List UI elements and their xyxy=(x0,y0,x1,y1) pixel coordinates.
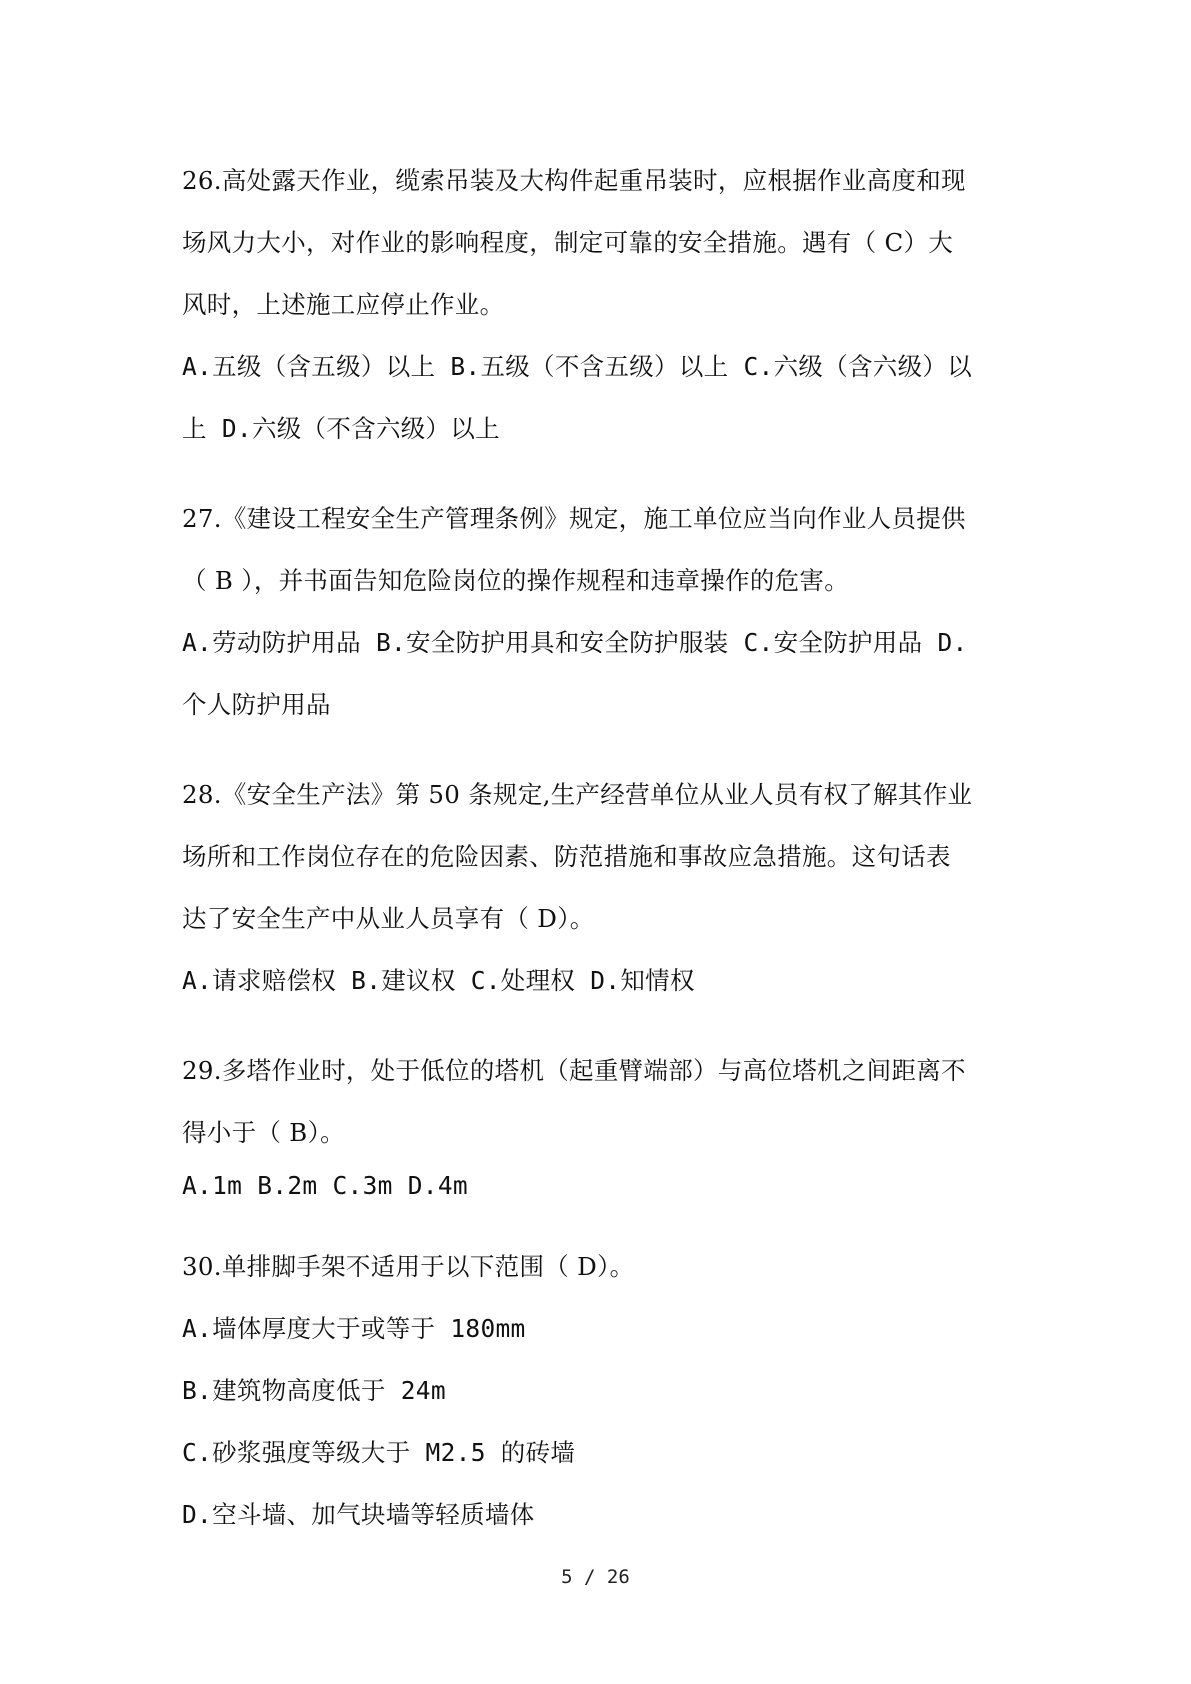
answer-options-line: 个人防护用品 xyxy=(182,690,331,719)
answer-option: D.空斗墙、加气块墙等轻质墙体 xyxy=(182,1500,535,1529)
question-26 xyxy=(182,150,1022,460)
page-number: 5 / 26 xyxy=(561,1566,630,1588)
question-28 xyxy=(182,764,1022,1012)
page-content xyxy=(182,150,1022,1546)
answer-option: C.砂浆强度等级大于 M2.5 的砖墙 xyxy=(182,1438,576,1467)
question-text-line: 29.多塔作业时，处于低位的塔机（起重臂端部）与高位塔机之间距离不 xyxy=(182,1056,966,1085)
answer-options-line: A.1m B.2m C.3m D.4m xyxy=(182,1171,468,1200)
question-text-line: 27.《建设工程安全生产管理条例》规定，施工单位应当向作业人员提供 xyxy=(182,504,966,533)
question-text-line: 达了安全生产中从业人员享有（ D）。 xyxy=(182,904,595,933)
question-text-line: 得小于（ B）。 xyxy=(182,1118,345,1147)
answer-option: B.建筑物高度低于 24m xyxy=(182,1376,446,1405)
answer-option: A.墙体厚度大于或等于 180mm xyxy=(182,1314,526,1343)
question-text-line: 场所和工作岗位存在的危险因素、防范措施和事故应急措施。这句话表 xyxy=(182,842,951,871)
question-text-line: 28.《安全生产法》第 50 条规定,生产经营单位从业人员有权了解其作业 xyxy=(182,780,973,809)
question-text-line: 场风力大小，对作业的影响程度，制定可靠的安全措施。遇有（ C）大 xyxy=(182,228,954,257)
question-text-line: 30.单排脚手架不适用于以下范围（ D）。 xyxy=(182,1252,635,1281)
answer-options-line: A.五级（含五级）以上 B.五级（不含五级）以上 C.六级（含六级）以 xyxy=(182,352,972,381)
question-text-line: （ B ），并书面告知危险岗位的操作规程和违章操作的危害。 xyxy=(182,566,850,595)
question-text-line: 风时，上述施工应停止作业。 xyxy=(182,290,505,319)
question-text-line: 26.高处露天作业，缆索吊装及大构件起重吊装时，应根据作业高度和现 xyxy=(182,166,966,195)
question-29 xyxy=(182,1040,1022,1208)
question-27 xyxy=(182,488,1022,736)
answer-options-line: A.请求赔偿权 B.建议权 C.处理权 D.知情权 xyxy=(182,966,695,995)
answer-options-line: 上 D.六级（不含六级）以上 xyxy=(182,414,500,443)
question-30 xyxy=(182,1236,1022,1546)
answer-options-line: A.劳动防护用品 B.安全防护用具和安全防护服装 C.安全防护用品 D. xyxy=(182,628,968,657)
